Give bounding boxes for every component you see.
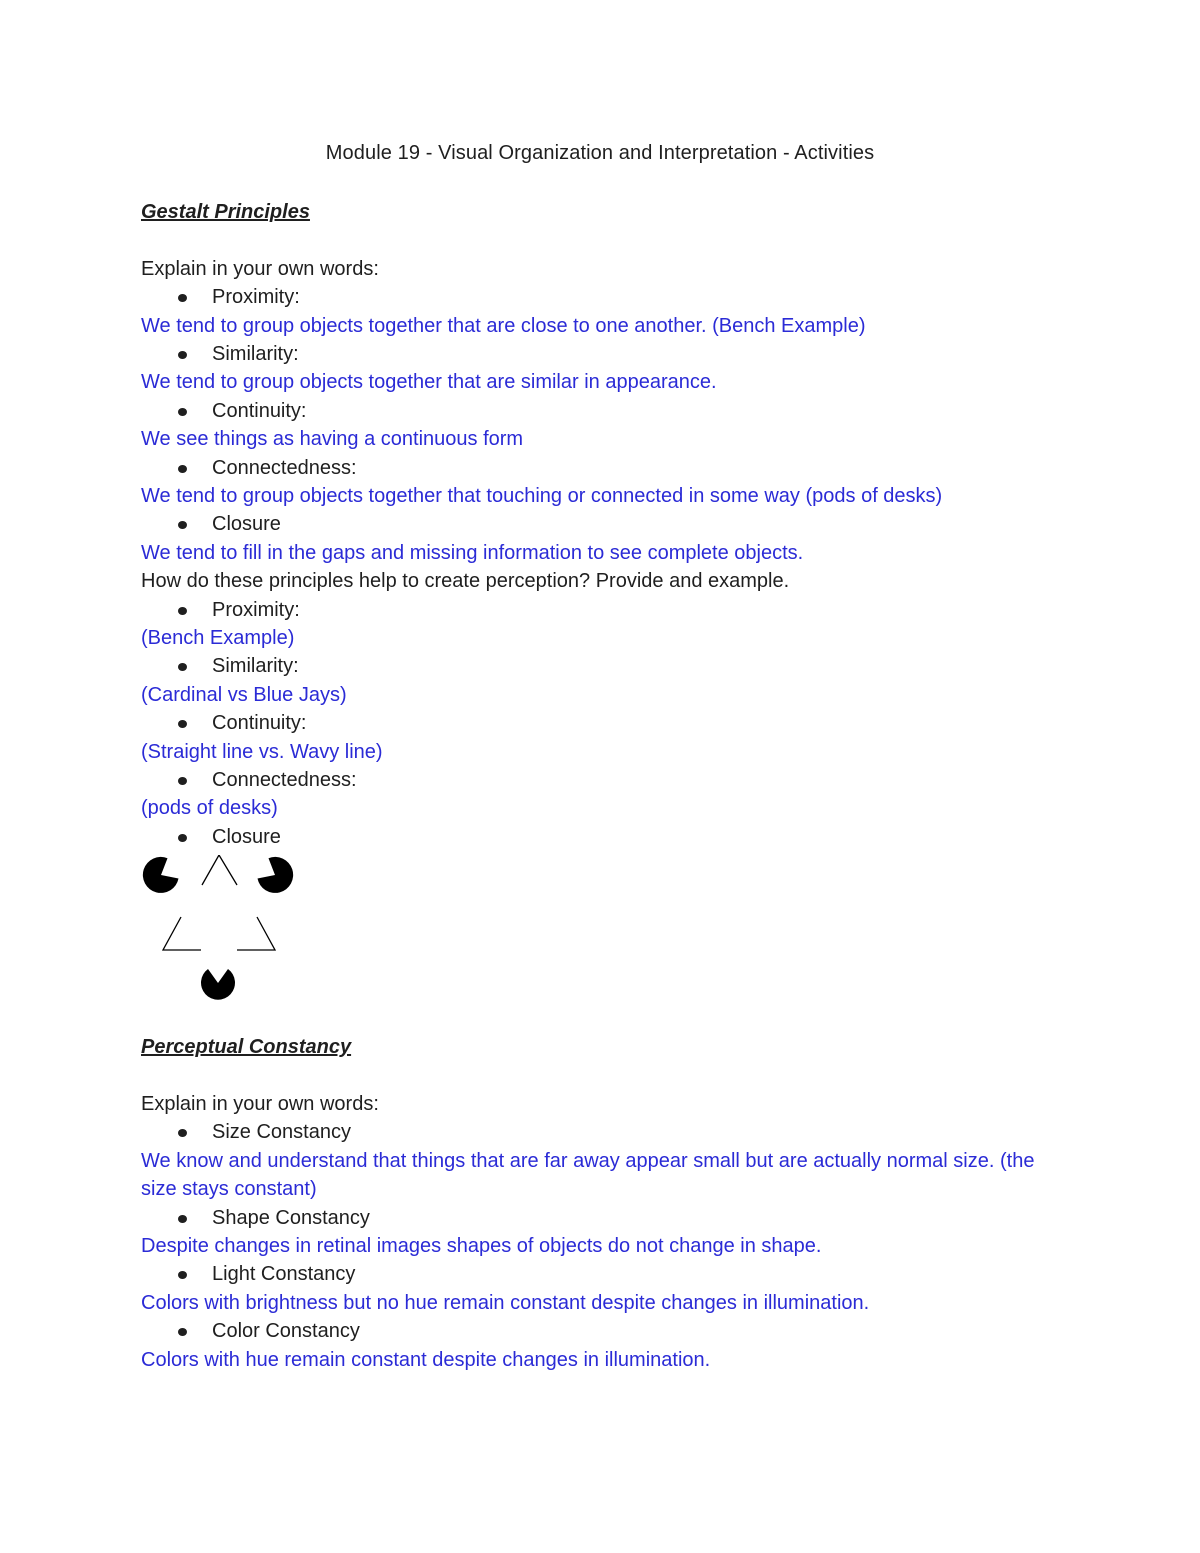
answer-text: (Bench Example) — [141, 626, 295, 649]
answer-text: We tend to group objects together that are similar in appearance. — [141, 371, 717, 394]
bullet-item — [141, 709, 1041, 737]
bullet-item — [141, 510, 1041, 538]
answer-text: We tend to group objects together that are close to one another. (Bench Example) — [141, 314, 866, 337]
bullet-item — [141, 340, 1041, 368]
triangle-segment — [237, 917, 275, 950]
bullet-icon — [178, 521, 187, 529]
bullet-item — [141, 766, 1041, 794]
answer-text: We see things as having a continuous form — [141, 428, 524, 451]
answer-text: (Cardinal vs Blue Jays) — [141, 683, 347, 706]
answer-text: We know and understand that things that are far away appear small but are actually normal size. (the size stays constant) — [141, 1149, 1035, 1201]
bullet-icon — [178, 408, 187, 416]
pacman-shape — [258, 857, 294, 893]
answer-text: (pods of desks) — [141, 797, 278, 820]
bullet-label: Continuity: — [212, 712, 307, 735]
constancy-heading: Perceptual Constancy — [141, 1036, 352, 1059]
bullet-icon — [178, 1215, 187, 1223]
answer-text: Colors with brightness but no hue remain constant despite changes in illumination. — [141, 1291, 870, 1314]
bullet-label: Connectedness: — [212, 768, 357, 791]
pacman-shape — [143, 857, 179, 893]
bullet-icon — [178, 663, 187, 671]
bullet-label: Continuity: — [212, 399, 307, 422]
answer-text: Despite changes in retinal images shapes of objects do not change in shape. — [141, 1234, 822, 1257]
bullet-icon — [178, 777, 187, 785]
bullet-item — [141, 1260, 1041, 1288]
bullet-icon — [178, 465, 187, 473]
answer-text: (Straight line vs. Wavy line) — [141, 740, 383, 763]
answer-text: We tend to fill in the gaps and missing information to see complete objects. — [141, 541, 804, 564]
bullet-item — [141, 1204, 1041, 1232]
document-title: Module 19 - Visual Organization and Interpretation - Activities — [325, 142, 875, 164]
bullet-icon — [178, 1129, 187, 1137]
bullet-item — [141, 596, 1041, 624]
bullet-item — [141, 283, 1041, 311]
bullet-icon — [178, 834, 187, 842]
bullet-label: Similarity: — [212, 655, 299, 678]
example-prompt: How do these principles help to create perception? Provide and example. — [141, 570, 790, 593]
bullet-icon — [178, 351, 187, 359]
bullet-label: Color Constancy — [212, 1320, 360, 1343]
bullet-label: Similarity: — [212, 342, 299, 365]
bullet-item — [141, 397, 1041, 425]
answer-text: We tend to group objects together that touching or connected in some way (pods of desks) — [141, 484, 943, 507]
bullet-icon — [178, 294, 187, 302]
bullet-icon — [178, 1271, 187, 1279]
pacman-shape — [201, 969, 235, 1000]
kanizsa-triangle-icon — [141, 855, 301, 1003]
bullet-icon — [178, 720, 187, 728]
bullet-item — [141, 823, 1041, 851]
bullet-item — [141, 454, 1041, 482]
bullet-item — [141, 652, 1041, 680]
bullet-label: Proximity: — [212, 598, 300, 621]
bullet-icon — [178, 607, 187, 615]
bullet-label: Closure — [212, 825, 281, 848]
bullet-label: Shape Constancy — [212, 1206, 370, 1229]
bullet-label: Closure — [212, 513, 281, 536]
gestalt-heading: Gestalt Principles — [141, 201, 310, 223]
bullet-label: Light Constancy — [212, 1263, 356, 1286]
answer-text: Colors with hue remain constant despite changes in illumination. — [141, 1348, 711, 1371]
bullet-item — [141, 1118, 1041, 1146]
triangle-segment — [202, 855, 237, 885]
bullet-label: Connectedness: — [212, 456, 357, 479]
spacer — [141, 226, 1041, 254]
document-body — [141, 198, 1041, 1374]
bullet-label: Proximity: — [212, 286, 300, 309]
spacer — [141, 1062, 1041, 1090]
explain-prompt: Explain in your own words: — [141, 1092, 379, 1115]
bullet-icon — [178, 1328, 187, 1336]
triangle-segment — [163, 917, 201, 950]
bullet-item — [141, 1317, 1041, 1345]
explain-prompt: Explain in your own words: — [141, 257, 379, 280]
bullet-label: Size Constancy — [212, 1121, 351, 1144]
